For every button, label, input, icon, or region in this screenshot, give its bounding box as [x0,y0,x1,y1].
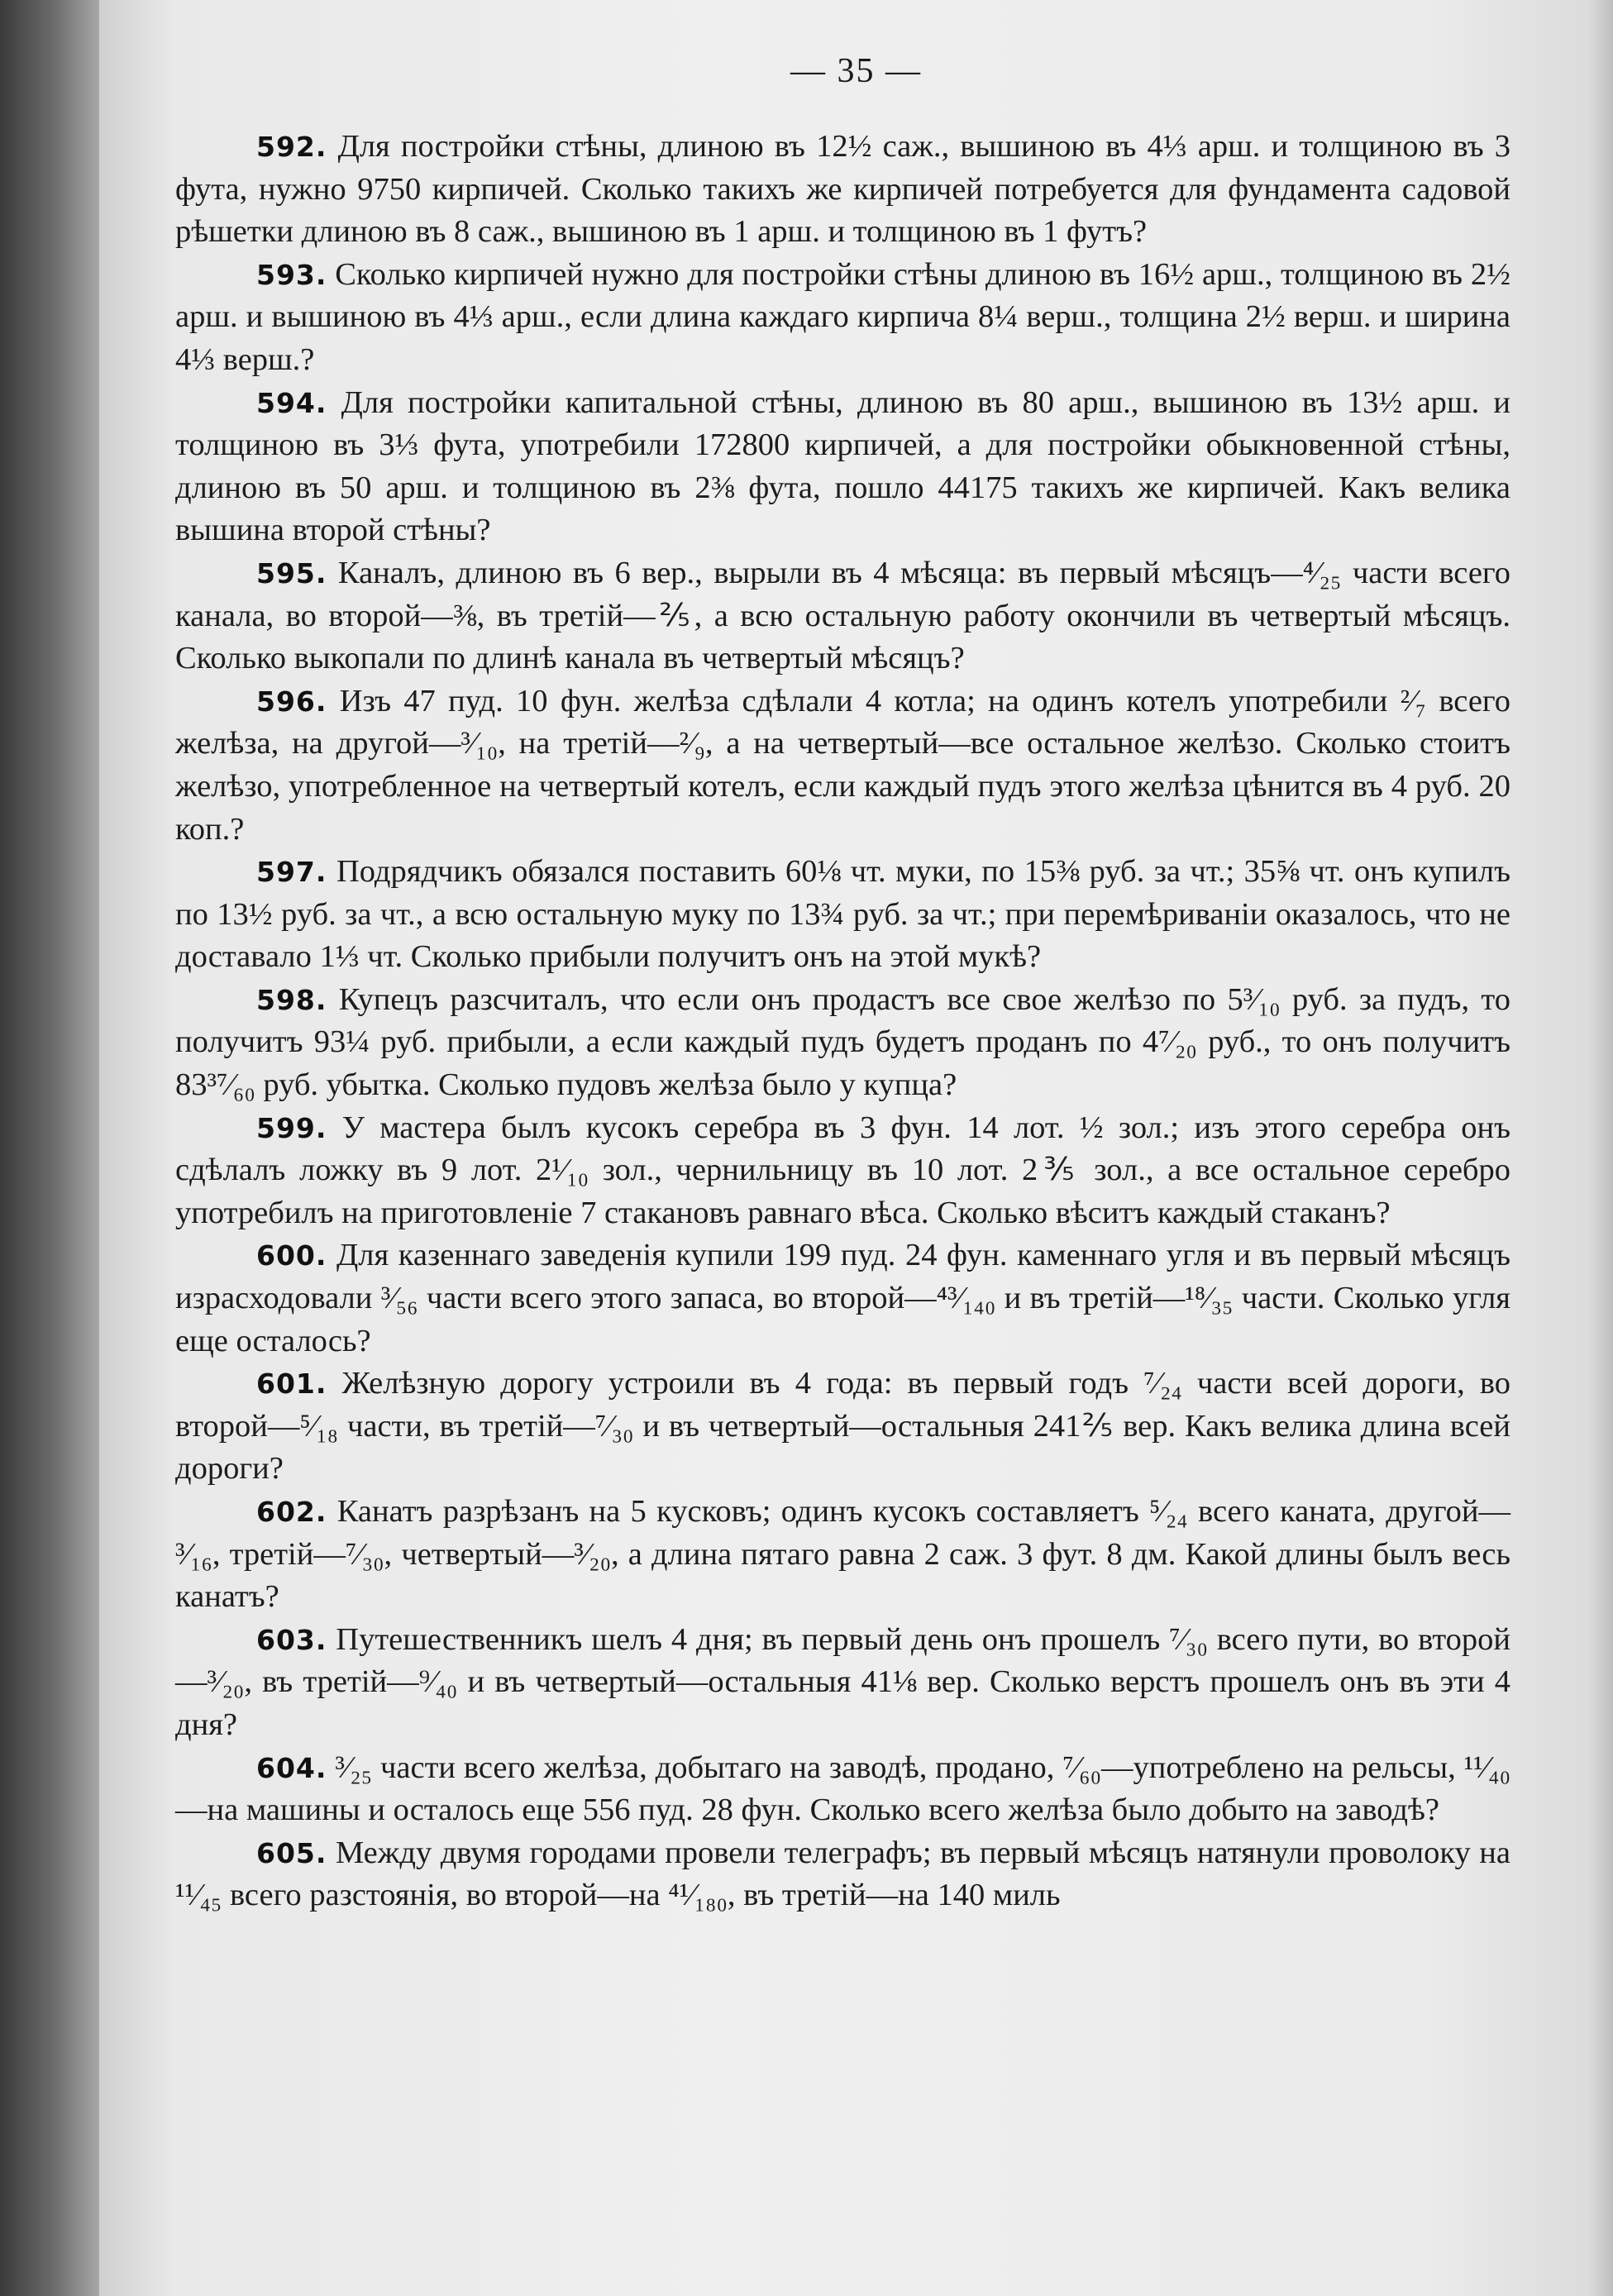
problem-600 [175,1234,1510,1363]
page-edge-shadow [1588,0,1613,2296]
problem-599 [175,1107,1510,1235]
problem-text: Путешественникъ шелъ 4 дня; въ первый день онъ прошелъ ⁷⁄₃₀ всего пути, во второй—³⁄₂₀, въ третій—⁹⁄₄₀ и въ четвертый—остальныя 41⅛ вер. Сколько верстъ прошелъ онъ въ эти 4 дня? [175,1621,1510,1742]
problem-text: Для постройки капитальной стѣны, длиною въ 80 арш., вышиною въ 13½ арш. и толщиною въ 3⅓ фута, употребили 172800 кирпичей, а для постройки обыкновенной стѣны, длиною въ 50 арш. и толщиною въ 2⅜ фута, пошло 44175 такихъ же кирпичей. Какъ велика вышина второй стѣны? [175,384,1511,548]
problem-number: 596. [256,685,327,718]
problem-598 [175,979,1510,1107]
problem-text: Каналъ, длиною въ 6 вер., вырыли въ 4 мѣсяца: въ первый мѣсяцъ—⁴⁄₂₅ части всего канала, во второй—⅜, въ третій—⅖, а всю остальную работу окончили въ четвертый мѣсяцъ. Сколько выкопали по длинѣ канала въ четвертый мѣсяцъ? [175,555,1510,676]
problem-number: 603. [256,1623,327,1656]
problem-text: Между двумя городами провели телеграфъ; въ первый мѣсяцъ натянули проволоку на ¹¹⁄₄₅ всего разстоянія, во второй—на ⁴¹⁄₁₈₀, въ третій—на 140 миль [175,1835,1510,1913]
problem-number: 592. [256,131,327,163]
problem-list [175,126,1510,1917]
problem-number: 604. [256,1751,327,1784]
problem-number: 599. [256,1111,327,1144]
problem-text: Купецъ разсчиталъ, что если онъ продастъ все свое желѣзо по 5³⁄₁₀ руб. за пудъ, то получитъ 93¼ руб. прибыли, а если каждый пудъ будетъ проданъ по 4⁷⁄₂₀ руб., то онъ получитъ 83³⁷⁄₆₀ руб. убытка. Сколько пудовъ желѣза было у купца? [175,981,1510,1103]
problem-number: 597. [256,856,327,889]
problem-593 [175,254,1510,382]
problem-text: Сколько кирпичей нужно для постройки стѣны длиною въ 16½ арш., толщиною въ 2½ арш. и вышиною въ 4⅓ арш., если длина каждаго кирпича 8¼ верш., толщина 2½ верш. и ширина 4⅓ верш.? [175,256,1510,377]
problem-text: Канатъ разрѣзанъ на 5 кусковъ; одинъ кусокъ составляетъ ⁵⁄₂₄ всего каната, другой—³⁄₁₆, третій—⁷⁄₃₀, четвертый—³⁄₂₀, а длина пятаго равна 2 саж. 3 фут. 8 дм. Какой длины былъ весь канатъ? [175,1494,1511,1615]
problem-595 [175,552,1510,680]
problem-text: Для постройки стѣны, длиною въ 12½ саж., вышиною въ 4⅓ арш. и толщиною въ 3 фута, нужно 9750 кирпичей. Сколько такихъ же кирпичей потребуется для фундамента садовой рѣшетки длиною въ 8 саж., вышиною въ 1 арш. и толщиною въ 1 футъ? [175,129,1510,250]
problem-text: ³⁄₂₅ части всего желѣза, добытаго на заводѣ, продано, ⁷⁄₆₀—употреблено на рельсы, ¹¹⁄₄₀—на машины и осталось еще 556 пуд. 28 фун. Сколько всего желѣза было добыто на заводѣ? [175,1749,1510,1828]
problem-number: 593. [256,258,327,291]
problem-number: 601. [256,1368,327,1401]
problem-number: 594. [256,386,327,419]
problem-603 [175,1619,1510,1747]
problem-text: У мастера былъ кусокъ серебра въ 3 фун. 14 лот. ½ зол.; изъ этого серебра онъ сдѣлалъ ложку въ 9 лот. 2¹⁄₁₀ зол., чернильницу въ 10 лот. 2⅗ зол., а все остальное серебро употребилъ на приготовленіе 7 стакановъ равнаго вѣса. Сколько вѣситъ каждый стаканъ? [175,1110,1511,1230]
problem-number: 602. [256,1496,327,1528]
problem-601 [175,1363,1510,1491]
problem-text: Изъ 47 пуд. 10 фун. желѣза сдѣлали 4 котла; на одинъ котелъ употребили ²⁄₇ всего желѣза, на другой—³⁄₁₀, на третій—²⁄₉, а на четвертый—все остальное желѣзо. Сколько стоитъ желѣзо, употребленное на четвертый котелъ, если каждый пудъ этого желѣза цѣнится въ 4 руб. 20 коп.? [175,683,1511,847]
book-page [99,0,1613,2296]
problem-596 [175,680,1510,851]
problem-text: Для казеннаго заведенія купили 199 пуд. 24 фун. каменнаго угля и въ первый мѣсяцъ израсходовали ³⁄₅₆ части всего этого запаса, во второй—⁴³⁄₁₄₀ и въ третій—¹⁸⁄₃₅ части. Сколько угля еще осталось? [175,1238,1510,1358]
problem-number: 595. [256,556,327,590]
problem-597 [175,851,1510,979]
problem-text: Желѣзную дорогу устроили въ 4 года: въ первый годъ ⁷⁄₂₄ части всей дороги, во второй—⁵⁄₁₈ части, въ третій—⁷⁄₃₀ и въ четвертый—остальныя 241⅖ вер. Какъ велика длина всей дороги? [175,1366,1511,1487]
problem-592 [175,126,1510,254]
problem-number: 605. [256,1836,327,1869]
page-number: — 35 — [790,52,922,90]
problem-602 [175,1491,1510,1619]
problem-604 [175,1747,1510,1832]
problem-605 [175,1832,1510,1917]
book-spine-shadow [0,0,116,2296]
problem-594 [175,382,1510,552]
problem-number: 598. [256,983,327,1016]
problem-number: 600. [256,1239,327,1272]
problem-text: Подрядчикъ обязался поставить 60⅛ чт. муки, по 15⅜ руб. за чт.; 35⅝ чт. онъ купилъ по 13½ руб. за чт., а всю остальную муку по 13¾ руб. за чт.; при перемѣриваніи оказалось, что не доставало 1⅓ чт. Сколько прибыли получитъ онъ на этой мукѣ? [175,854,1511,975]
